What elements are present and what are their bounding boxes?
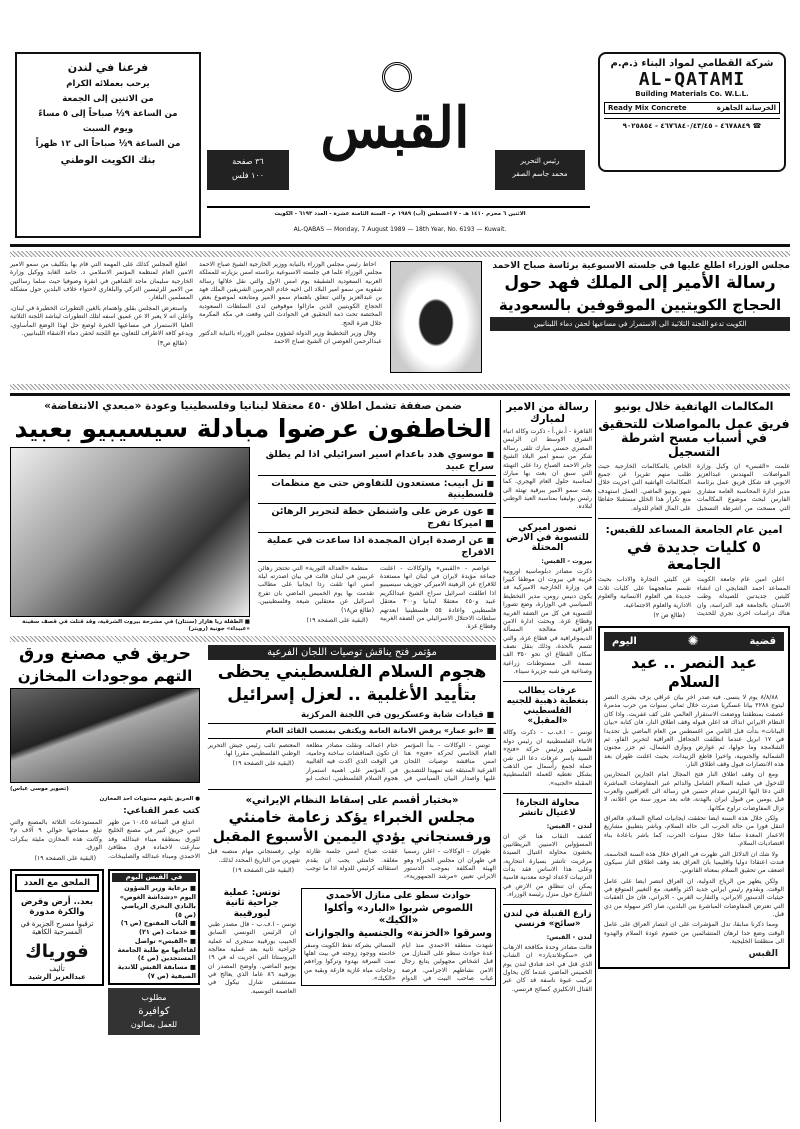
index-item[interactable]: ■ الباب المفتوح (ص ٦): [120, 919, 196, 928]
robbery-kicker: حوادث سطو على منازل الأحمدي: [326, 890, 471, 901]
university-headline-2: ٥ كليات جديدة في الجامعة: [626, 537, 762, 574]
ad-company-ar: شركة القطامي لمواد البناء ذ.م.م: [610, 58, 774, 69]
bomb-body: قالت مصادر وحدة مكافحة الارهاب في «سكوتلانديارد» ان الشاب الذي قتل في احد فنادق لندن يوم الخميس الماضي عندما كان يحاول تركيب عبوة ناسفة قد كان عبر القنال الانكليزي كسائح فرنسي.: [503, 943, 592, 993]
editor-label: رئيس التحرير: [520, 157, 560, 165]
continued-note: (البقية على الصفحة ١٩): [232, 760, 294, 768]
fire-headline-1: حريق في مصنع ورق: [18, 644, 191, 665]
continued-note: (طالع ص٣): [157, 340, 187, 348]
fire-photo-caption: ● الحريق يلتهم محتويات احد المخازن: [99, 795, 200, 802]
editorial-section-label: [604, 632, 784, 651]
continued-note: (البقية على الصفحة ١٩): [34, 854, 96, 862]
ad-line: فرعنا في لندن: [67, 61, 149, 74]
phone-story-body: علمت «القبس» ان وكيل وزارة المواصلات المهندس عبدالعزيز الايوبي قد شكل فريق عمل برئاسة مدير ادارة المحاسبة العامة مشاري الفارس لبحث موضوع المكالمات التي مسحت من اشرطة التسجيل الخاص بالمكالمات الخارجية حيث طلب منهم تقريرا عن جميع المكالمات الهاتفية التي اجريت خلال شهر يونيو الماضي. العمل استهدف منع تكرار هذا الخلل مستقبلا حفاظا على المال العام للدولة.: [598, 462, 790, 512]
robbery-box: [301, 888, 496, 987]
ad-line: للعمل بصالون: [130, 1019, 178, 1029]
editorial-body: [604, 694, 784, 963]
supplement-ad: [10, 869, 104, 986]
ad-phones: ☎ ٤٦٧٨٨٤٩ - ٤٦٧٦٨٤٠/٤٣/٤٥ - ٩٠٢٥٨٥٤: [604, 118, 780, 130]
editorial-headline: عيد النصر .. عيد السلام: [630, 653, 757, 691]
ad-bank-name: بنك الكويت الوطني: [60, 154, 156, 166]
ad-concrete-ar: الخرسانة الجاهزة: [716, 104, 776, 112]
paragraph: اطلع المجلس كذلك على المهمة التي قام بها بتكليف من سمو الامير الامين العام لمنظمة المؤتمر الاسلامي د. حامد الغابد ووكيل وزارة الخارجية سليمان ماجد الشاهين في انقرة وصوفيا حيث سلما رسالتين من الامير للرئيسين التركي والبلغاري لاحتواء خلاف البلدين حول مشكلة المسلمين البلغار.: [10, 261, 193, 302]
index-title: في القبس اليوم: [112, 873, 196, 882]
paragraph: ولكن يظهر من الرياح الدولية، ان العراق انتصر ايضا على عامل الوقت. وبقدوم رئيس ايراني جديد اكثر واقعية، مع التغيير المتوقع في حيثيات الدستور الايراني، والتقارب الغربي - الايراني، فان حل العقبات التي تعترض المفاوضات المباشرة بين البلدين، صار اكثر سهولة من ذي قبل.: [604, 877, 784, 919]
ad-brand-en: AL-QATAMI: [638, 69, 746, 90]
ad-bank-london: [15, 52, 201, 238]
top-story-kicker: مجلس الوزراء اطلع عليها في جلسته الاسبوعية برئاسة صباح الاحمد: [492, 261, 790, 271]
mubarak-body: القاهرة - أ.ش.أ - ذكرت وكالة انباء الشرق الاوسط ان الرئيس المصري حسني مبارك تلقى رسالة شكر من سمو امير البلاد الشيخ جابر الاحمد الصباح ردا على التهنئة التي سبق ان بعث بها مبارك لمناسبة حلول العام الهجري. كما بعث سمو الامير ببرقية تهنئة الى رئيس بوليفيا بمناسبة العيد الوطني لبلاده.: [503, 428, 592, 511]
continued-note: (البقية على الصفحة ١٩): [232, 867, 294, 875]
section-label: اليوم: [612, 636, 637, 648]
editor-box: [495, 150, 585, 190]
index-label: برعاية وزير الشؤون اليوم «دشداشة الغوص» بالنادي البحري الرياضي: [119, 884, 196, 910]
robbery-body: شهدت منطقة الاحمدي منذ ايام عدة حوادث سطو على المنازل من قبل اشخاص مجهولين يتابع رجال الامن نشاطهم الاجرامي. فرصة غياب صاحب البيت في الدوام المسائي بشركة نفط الكويت وسفر خادمته ووجود زوجته في بيت اهلها تمت السرقة بهدوء وتركوا وراءهم زجاجات مياه غازية فارغة وبقية من «الكيك».: [304, 941, 493, 983]
top-story-deck: الكويت تدعو اللجنة الثلاثية الى الاستمرار في مساعيها لحقن دماء اللبنانيين: [490, 317, 790, 331]
paragraph: احاط رئيس مجلس الوزراء بالنيابة ووزير الخارجية الشيخ صباح الاحمد مجلس الوزراء علما في جلسته الاسبوعية برئاسته امس بزيارته للمملكة العربية السعودية الشقيقة يوم امس الاول والتي نقل خلالها رسالة شفوية من سمو امير البلاد الى اخيه خادم الحرمين الشريفين الملك فهد بن عبدالعزيز والتي تتعلق باهتمام سمو الامير ومتابعته لموضوع بعض الحجاج الكويتيين الذين مازالوا موقوفين لدى السلطات السعودية المختصة تحت ذمة التحقيق في الحوادث التي وقعت في مكة المكرمة خلال فترة الحج.: [199, 261, 382, 327]
tunisia-headline: تونس: عملية جراحية ثانية لبورقيبة: [223, 887, 281, 919]
hostage-body: [258, 565, 496, 632]
fire-photo-credit: (تصوير موسى عباس): [10, 785, 69, 792]
paragraph: ولكن خلال هذه السنة ايضا تحققت ايجابيات لصالح السلام، فالعراق انتقل فورا من حالة الحرب الى حالة السلام، وباشر بتطبيق مشاريع الاعمار المعدة سلفا خلال سنوات الحرب، كما باشر باعادة بناء اقتصاديات السلام.: [604, 815, 784, 848]
mubarak-headline: رسالة من الامير لمبارك: [506, 401, 589, 426]
author-label: تأليف: [49, 964, 65, 973]
plo-headline-1: هجوم السلام الفلسطيني يحظى: [217, 662, 487, 683]
robbery-headline-1: اللصوص شربوا «البارد» وأكلوا «الكيك»: [324, 903, 473, 926]
index-page: (ص ٦): [120, 919, 142, 928]
wanted-ad: [108, 988, 200, 1035]
hostage-kicker: ضمن صفقة تشمل اطلاق ٤٥٠ معتقلا لبنانيا وفلسطينيا وعودة «مبعدي الانتفاضة»: [44, 400, 462, 412]
fire-photo: [10, 688, 200, 783]
ad-line: يرحب بعملائه الكرام: [66, 79, 150, 90]
index-page: (ص ٧): [147, 972, 169, 980]
arafat-gold-headline: عرفات يطالب بتغطية ذهبية للجنيه الفلسطيني «المقبل»: [506, 686, 589, 726]
supplement-title: الملحق مع العدد: [15, 874, 99, 892]
bullet: ■ تل ابيب: مستعدون للتفاوض حتى مع منظمات فلسطينية: [258, 476, 496, 505]
thatcher-headline: محاولة التجارة! لاغتيال تاتشر: [515, 798, 580, 818]
paragraph: تونس - الوكالات - بدأ المؤتمر العام الخامس لحركة «فتح» هنا امس مناقشة توصيات اللجان الفرعية المنبثقة عنه تمهيدا للتصديق عليها واصدار البيان السياسي في ختام اعماله. ونقلت مصادر مطلعة ان تكون المناقشات ساخنة وحامية، في الوقت الذي اكدت فيه الغالبية في المؤتمر على اهمية استمرار هجوم السلام الفلسطيني. انتخب ابو المعتصم نائب رئيس جيش التحرير الوطني الفلسطيني مقررا لها.: [208, 741, 496, 783]
paragraph: ومع ان وقف اطلاق النار فتح المجال امام الجارين المتحاربين للدخول في عملية السلام الشامل والدائم عبر المفاوضات المباشرة التي دعا اليها الرئيس صدام حسين في رسالة الى العراقيين والعرب قبل يومين من قبول ايران بالهدنة، فانه بعد مرور سنة من اعلانه، لا تزال المفاوضات تراوح مكانها.: [604, 771, 784, 812]
iran-headline-2: ورفسنجاني يؤدي اليمين الأسبوع المقبل: [212, 829, 492, 846]
university-headline-1: امين عام الجامعة المساعد للقبس:: [605, 523, 783, 536]
plo-banner: مؤتمر فتح يناقش توصيات اللجان الفرعية: [208, 645, 496, 660]
top-story-headline-1: رسالة الأمير إلى الملك فهد حول: [504, 273, 776, 293]
hostage-photo-caption: ■ الطفلة ريا هازار (سنتان) في مشرحة بيروت الشرقية، وقد قتلت في قصف سفينة «عبيداء» جونية (رويتر): [22, 618, 250, 632]
paragraph: ولا شك ان الدلائل التي ظهرت في العراق خلال هذه السنة الحاسمة، فندت اعتقادا دوليا واقليميا بان العراق بعد وقف اطلاق النار سيكون اضعف من تحقيق السلام بمعناه القانوني.: [604, 850, 784, 875]
bomb-dateline: لندن - القبس:: [546, 932, 592, 941]
phone-story-kicker: المكالمات الهاتفية خلال يونيو: [614, 400, 774, 413]
index-label: الباب المفتوح: [143, 919, 188, 928]
paragraph: ومما ذكرنا سابقا، تدل المؤشرات على ان انتصار العراق على عامل الوقت وضع حدا لرهان المتشائمين من خصوم عودة السلام والهدوء الى منطقتنا الخليجية.: [604, 921, 784, 946]
ad-line: كوافيرة: [138, 1005, 170, 1017]
continued-note: (طالع ص ٢): [653, 611, 685, 619]
paragraph: عواصم - «القبس» والوكالات - اعلنت جماعة مؤيدة لايران في لبنان انها مستعدة للافراج عن الرهينة الاميركي جوزيف سيسيبيو اذا اطلقت اسرائيل سراح الشيخ عبدالكريم عبيد و٤٥٠ معتقلا لبنانيا و٣٠٠ معتقل فلسطيني واعادة ٥٥ فلسطينيا ابعدتهم سلطات الاحتلال الاسرائيلي من الضفة الغربية وقطاع غزة.: [380, 564, 496, 631]
paragraph: طهران - الوكالات - اعلن رسميا في طهران ان مجلس الخبراء وهو الهيئة المكلفة بموجب الدستور الايراني تعيين «مرشد الجمهورية»، عقدت صباح امس جلسة طارئة مغلقة. خامنئي يجب ان يقدم استقالته كرئيس للدولة اذا ما توجب تولي رفسنجاني مهام منصبه قبل شهرين من التاريخ المحدد لذلك.: [208, 848, 496, 881]
ad-sub-en: Building Materials Co. W.L.L.: [635, 90, 749, 98]
paragraph: وقال وزير التخطيط وزير الدولة لشؤون مجلس الوزراء بالنيابة الدكتور عبدالرحمن العوضي ان الشيخ صباح الاحمد: [199, 329, 382, 346]
author-name: عبدالعزيز الرشيد: [28, 972, 86, 981]
hostage-headline: الخاطفون عرضوا مبادلة سيسيبيو بعبيد: [14, 414, 492, 443]
bullet: ■ عون عرض على واشنطن خطة لتحرير الرهائن ■ اميركا تفرج: [258, 504, 496, 533]
index-label: «القبس» تواصل لقاءاتها مع طلبة الجامعة المستجدين: [117, 936, 196, 963]
thatcher-dateline: لندن - القبس:: [546, 821, 592, 830]
date-line-en: AL-QABAS — Monday, 7 August 1989 — 18th Year, No. 6193 — Kuwait.: [293, 226, 507, 233]
index-item[interactable]: ■ خدمات (ص ٢١): [138, 928, 196, 937]
logo-emblem-icon: [382, 62, 412, 92]
bomb-headline: زارع القنبلة في لندن «سائح» فرنسي: [503, 909, 592, 930]
left-section: [10, 400, 496, 1035]
fire-body: [10, 819, 200, 863]
university-body: [598, 576, 790, 620]
bullet: ■ موسوي هدد باعدام اسير اسرائيلي اذا لم يطلق سراح عبيد: [258, 447, 496, 476]
ad-line: من الساعة ٩½ صباحاً الى ١٢ ظهراً: [35, 138, 181, 149]
iran-headline-1: مجلس الخبراء يؤكد زعامة خامنئي: [228, 808, 476, 827]
ad-concrete-en: Ready Mix Concrete: [608, 104, 687, 112]
index-page: (ص ٤): [137, 954, 159, 963]
section-label: قضية: [749, 636, 776, 648]
bullet: ■ عن ارصدة ايران المجمدة اذا ساعدت في عملية الافراج: [258, 533, 496, 562]
paragraph: منظمة «العدالة الثورية» التي تحتجز رهائن غربيين في لبنان قالت في بيان اصدرته ليلة امس انها تلقت ردا ايجابيا على مطالب تقدمت بها يوم الخميس الماضي بان تفرج اسرائيل عن معتقلين شيعة وفلسطينيين. (طالع ص١٨): [258, 564, 374, 614]
plo-bullets: [208, 708, 496, 739]
index-label: خدمات: [166, 928, 188, 937]
fire-headline-2: التهم موجودات المخازن: [17, 666, 193, 685]
tunisia-body: تونس - ا.ف.ب - قال مصدر طبي ان الرئيس التونسي السابق الحبيب بورقيبة ستجرى له عملية جراحية ثانية بعد عملية معالجة البروستاتا التي اجريت له في ١٩ يونيو الماضي. واوضح المصدر ان بورقيبة ٨٦ عاما الذي يعالج في مستشفى شارل نيكول في العاصمة التونسية.: [208, 920, 296, 995]
paragraph: اعلن امين عام جامعة الكويت المساعد احمد الشايجي ان انشاء كليتين جديدتين للصيدلة وطب الاسنان بالجامعة قيد الدراسة، وان هناك دراسات اخرى تجري للحديث عن كليتي التجارة والاداب بحيث تقسم مناهجهما على كليات ثلاث جديدة هي العلوم الانسانية والعلوم الادارية والعلوم الاجتماعية.: [598, 576, 790, 617]
editorial-box: [598, 626, 790, 968]
price-box: [207, 150, 289, 190]
plo-body: [208, 742, 496, 784]
us-settlement-body: ذكرت مصادر دبلوماسية اوروبية غربية في بيروت ان موظفا كبيرا في وزارة الخارجية الاميركية قد يكون دنيس روس، مدير التخطيط السياسي في الوزارة، وضع تصورا للتسوية في كل من الضفة الغربية وقطاع غزة. وبحثت ادارة الامن العراقية معالجة المسألة الديموغرافية في قطاع غزة، والتي تتسم بالحدة، وذلك بنقل نصف سكان القطاع اي نحو ٣٥٠ الف نسمة الى مستوطنات زراعية وصناعية في شبه جزيرة سيناء.: [503, 567, 592, 676]
editorial-signature: القبس: [748, 949, 778, 960]
hostage-photo: [10, 447, 250, 617]
index-item[interactable]: ■ «القبس» تواصل لقاءاتها مع طلبة الجامعة المستجدين (ص ٤): [117, 936, 196, 963]
ad-line: من الساعة ٩½ صباحاً إلى ٥ مساءً: [38, 109, 178, 119]
continued-note: (البقية على الصفحة ١٩): [306, 616, 368, 624]
top-story-headline-2: الحجاج الكويتيين الموقوفين بالسعودية: [498, 295, 782, 314]
date-line-ar: الاثنين ٦ محرم ١٤١٠ هـ - ٧ اغسطس (آب) ١٩٨٩ م - السنة الثامنة عشرة - العدد ٦١٩٣ - الكويت: [274, 211, 526, 217]
sun-emblem-icon: ✺: [687, 634, 699, 650]
pages-count: ٣٦ صفحة: [232, 157, 264, 166]
paragraph: واستعرض المجلس بقلق واهتمام بالغين التطورات الخطيرة في لبنان، واعلن انه لا يعبر الا عن عميق اسفه لتلك التطورات ليناشد اللجنة الثلاثية العليا الاستمرار في مساعيها الخيرة لوضع حل لهذا الوضع المأساوي، ويدعو كافة الاطراف للتعاون مع اللجنة لحقن دماء الاشقاء اللبنانيين.: [10, 304, 193, 337]
fire-byline: كتب عمر القناعي:: [123, 806, 200, 817]
top-story-body: [10, 261, 382, 350]
thatcher-body: كشف النقاب هنا عن ان المسؤولين الامنيين البريطانيين يخشون محاولة اغتيال السيدة مرغريت تاتشر بسيارة انتحارية، وعلى هذا الاساس فقد بدأت الترتيبات لاعداد لوحة معدنية قاسية يمكن ان تنطلق من الارض في الشارع حول منزل رئيسة الوزراء.: [503, 832, 592, 899]
ad-al-qatami: [598, 52, 786, 172]
ad-line: من الاثنين إلى الجمعة: [62, 94, 154, 105]
bullet: ■ «ابو عمار» يرفض الامانة العامة ويكتفي بمنصب القائد العام: [208, 724, 496, 739]
index-label: مسابقة القبس للاندية الصيفية: [117, 963, 196, 980]
index-item[interactable]: ■ مسابقة القبس للاندية الصيفية (ص ٧): [117, 963, 196, 980]
bullet: ■ قيادات شابة وعسكريون في اللجنة المركزية: [208, 708, 496, 724]
editor-name: محمد جاسم الصقر: [512, 169, 568, 178]
phone-story-headline: فريق عمل بالمواصلات للتحقيق في أسباب مسح اشرطة التسجيل: [598, 415, 790, 460]
us-settlement-headline: تصور اميركي للتسوية في الارض المحتلة: [506, 522, 589, 554]
index-page: (ص ٥): [175, 910, 196, 919]
iran-body: [208, 848, 496, 881]
iran-kicker: «بختيار أقسم على إسقاط النظام الإيراني»: [245, 794, 459, 806]
play-title: فورياك: [25, 940, 89, 962]
middle-column: [503, 401, 592, 994]
paragraph: ٨/٨/٨٨ يوم لا ينسى. فيه صدر اخر بيان عراقي يزف بشرى النصر ليتوج ٢٢٨٨ بيانا عسكريا صدرت خلال ثماني سنوات من حرب مدمرة عصفت بمنطقتنا ووضعت الاستقرار العالمي على كف عفريت. واذا كان النظام الايراني انذاك قد اعلن قبوله وقف اطلاق النار، فان كتابة «بيان البيانات» بدأت قبل الثامن من اغسطس من العام الماضي بل تحديدا في ١٧ ابريل عندما انطلقت الجحافل العراقية لتحرير الفاو، ثم الشلامجة وما حولها، ثم عوارض وبوارق الشمال، ثم جزر مجنون الشمالية والجنوبية، واخيرا قاطع الزبيدات، بحيث اعلنت طهران بعد هذه الانتصارات قبول وقف اطلاق النار.: [604, 694, 784, 768]
supplement-line: بعد.. أرض وقرض والكرة مدورة: [20, 896, 94, 917]
price: ١٠٠ فلس: [231, 171, 265, 181]
top-story: [10, 261, 790, 373]
supplement-line: ترقبوا مسرح الجزيرة في المسرحية الكاهية: [20, 919, 94, 936]
index-box: [108, 869, 200, 985]
ad-line: مطلوب: [141, 992, 167, 1002]
hostage-bullets: [258, 447, 496, 562]
arafat-gold-body: تونس - ا.ف.ب - ذكرت وكالة الانباء الفلسطينية ان رئيس دولة فلسطين ورئيس حركة «فتح» السيد ياسر عرفات دعا الى شن حملة لجمع رأسمال من الذهب بشكل تغطية للعملة الفلسطينية المقبلة «الجنيه».: [503, 729, 592, 787]
us-settlement-dateline: بيروت - القبس:: [541, 556, 592, 565]
index-page: (ص ٢١): [138, 928, 164, 937]
plo-headline-2: بتأييد الأغلبية .. لعزل إسرائيل: [227, 684, 477, 705]
ad-line: ويوم السبت: [82, 123, 134, 134]
robbery-headline-2: وسرقوا «الخزنة» والجنسية والجوازات: [305, 928, 492, 940]
index-item[interactable]: ■ برعاية وزير الشؤون اليوم «دشداشة الغوص» بالنادي البحري الرياضي (ص ٥): [119, 884, 196, 919]
paragraph: اندلع في الساعة ١٠،٤٥ من ظهر امس حريق كبير في مصنع الخليج للورق بمنطقة ميناء عبدالله وقد سارعت لاخماده فرق مطافئ الاحمدي وميناء عبدالله والصليبخات. المستودعات الثلاثة بالمصنع والتي تبلغ مساحتها حوالي ٩ آلاف م٢ وكانت هذه المخازن مليئة ببكرات الورق.: [10, 819, 200, 860]
top-story-photo: [390, 261, 482, 373]
masthead-logo: القبس: [320, 95, 470, 161]
right-column: [598, 401, 790, 969]
